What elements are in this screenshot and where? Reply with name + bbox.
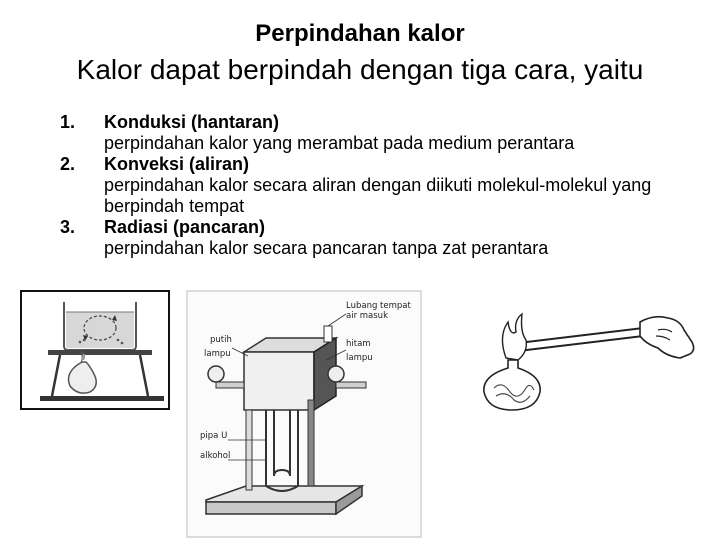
slide-title: Perpindahan kalor	[255, 20, 465, 47]
method-description-convection: perpindahan kalor secara aliran dengan diikuti molekul-molekul yang berpindah tempat	[104, 175, 652, 216]
method-name-conduction: Konduksi (hantaran)	[104, 112, 280, 132]
method-name-convection: Konveksi (aliran)	[104, 154, 250, 174]
label-tube-line2: air masuk	[346, 311, 388, 321]
method-name-radiation: Radiasi (pancaran)	[104, 217, 266, 237]
label-lamp-right: lampu	[346, 353, 373, 363]
list-item-radiation	[60, 217, 700, 259]
label-u-pipe: pipa U	[200, 431, 228, 441]
rod-flame-illustration	[470, 296, 700, 416]
method-description-conduction: perpindahan kalor yang merambat pada medium perantara	[104, 133, 575, 153]
method-description-radiation: perpindahan kalor secara pancaran tanpa zat perantara	[104, 238, 549, 258]
list-item-conduction	[60, 112, 700, 154]
list-number: 2.	[60, 154, 76, 174]
list-item-convection	[60, 154, 700, 217]
list-number: 1.	[60, 112, 76, 132]
u-pipe-apparatus-illustration	[186, 290, 422, 538]
heat-transfer-list	[60, 112, 700, 259]
label-white: putih	[210, 335, 232, 345]
beaker-convection-illustration	[20, 290, 170, 410]
label-alcohol: alkohol	[200, 451, 231, 461]
list-number: 3.	[60, 217, 76, 237]
label-black: hitam	[346, 339, 371, 349]
label-lamp-left: lampu	[204, 349, 231, 359]
label-tube-line1: Lubang tempat	[346, 301, 411, 311]
slide-subtitle: Kalor dapat berpindah dengan tiga cara, yaitu	[76, 54, 644, 85]
